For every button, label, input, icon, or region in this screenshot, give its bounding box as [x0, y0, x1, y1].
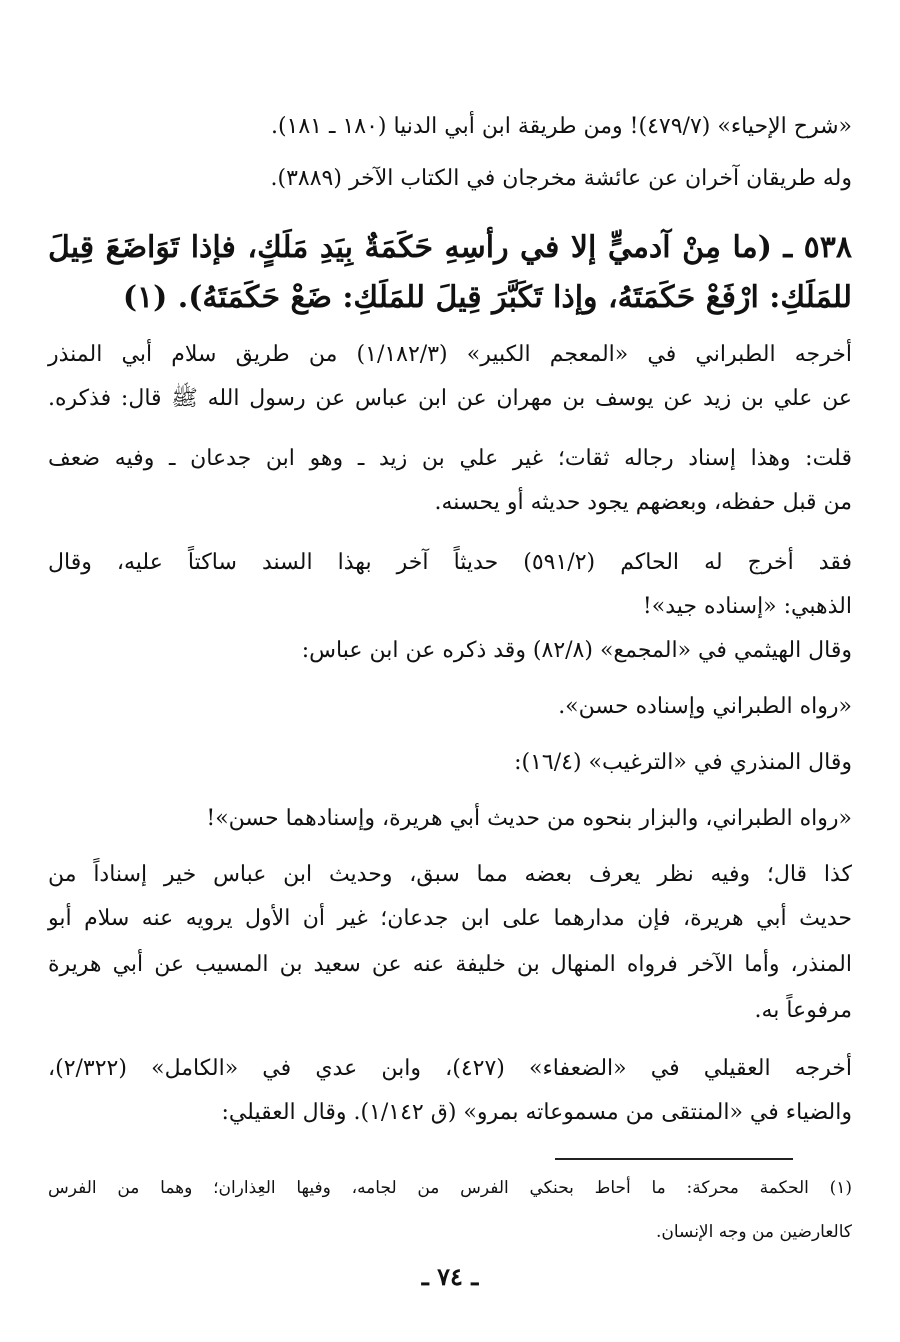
hadith-heading: ٥٣٨ ـ (ما مِنْ آدميٍّ إلا في رأسِهِ حَكَمَةٌ بِيَدِ مَلَكٍ، فإذا تَوَاضَعَ قِيلَ	[48, 230, 852, 265]
text-line: «شرح الإحياء» (٤٧٩/٧)! ومن طريقة ابن أبي الدنيا (١٨٠ ـ ١٨١).	[270, 114, 852, 139]
hadith-heading: للمَلَكِ: ارْفَعْ حَكَمَتَهُ، وإذا تَكَبَّرَ قِيلَ للمَلَكِ: ضَعْ حَكَمَتَهُ). (١)	[122, 280, 852, 315]
page-number: ـ ٧٤ ـ	[421, 1262, 479, 1291]
text-line: حديث أبي هريرة، فإن مدارهما على ابن جدعان؛ غير أن الأول يرويه عنه سلام أبو	[48, 906, 852, 931]
text-line: أخرجه الطبراني في «المعجم الكبير» (١/١٨٢/٣) من طريق سلام أبي المنذر	[48, 342, 852, 367]
text-line: فقد أخرج له الحاكم (٥٩١/٢) حديثاً آخر بهذا السند ساكتاً عليه، وقال	[48, 550, 852, 575]
text-line: الذهبي: «إسناده جيد»!	[642, 594, 852, 619]
text-line: «رواه الطبراني، والبزار بنحوه من حديث أبي هريرة، وإسنادهما حسن»!	[206, 806, 852, 831]
footnote-divider	[555, 1158, 793, 1160]
text-line: قلت: وهذا إسناد رجاله ثقات؛ غير علي بن زيد ـ وهو ابن جدعان ـ وفيه ضعف	[48, 446, 852, 471]
text-line: «رواه الطبراني وإسناده حسن».	[558, 694, 852, 719]
footnote-line: كالعارضين من وجه الإنسان.	[655, 1222, 852, 1242]
text-line: أخرجه العقيلي في «الضعفاء» (٤٢٧)، وابن عدي في «الكامل» (٢/٣٢٢)،	[48, 1056, 852, 1081]
footnote-line: (١) الحكمة محركة: ما أحاط بحنكي الفرس من لجامه، وفيها العِذاران؛ وهما من الفرس	[48, 1178, 852, 1198]
text-line: وله طريقان آخران عن عائشة مخرجان في الكتاب الآخر (٣٨٨٩).	[270, 166, 852, 191]
text-line: من قبل حفظه، وبعضهم يجود حديثه أو يحسنه.	[434, 490, 852, 515]
text-line: والضياء في «المنتقى من مسموعاته بمرو» (ق ١/١٤٢). وقال العقيلي:	[221, 1100, 852, 1125]
text-line: عن علي بن زيد عن يوسف بن مهران عن ابن عباس عن رسول الله ﷺ قال: فذكره.	[48, 386, 852, 411]
text-line: وقال الهيثمي في «المجمع» (٨٢/٨) وقد ذكره عن ابن عباس:	[301, 638, 852, 663]
text-line: وقال المنذري في «الترغيب» (١٦/٤):	[514, 750, 852, 775]
text-line: المنذر، وأما الآخر فرواه المنهال بن خليفة عنه عن سعيد بن المسيب عن أبي هريرة	[48, 952, 852, 977]
text-line: مرفوعاً به.	[754, 998, 852, 1023]
text-line: كذا قال؛ وفيه نظر يعرف بعضه مما سبق، وحديث ابن عباس خير إسناداً من	[48, 862, 852, 887]
